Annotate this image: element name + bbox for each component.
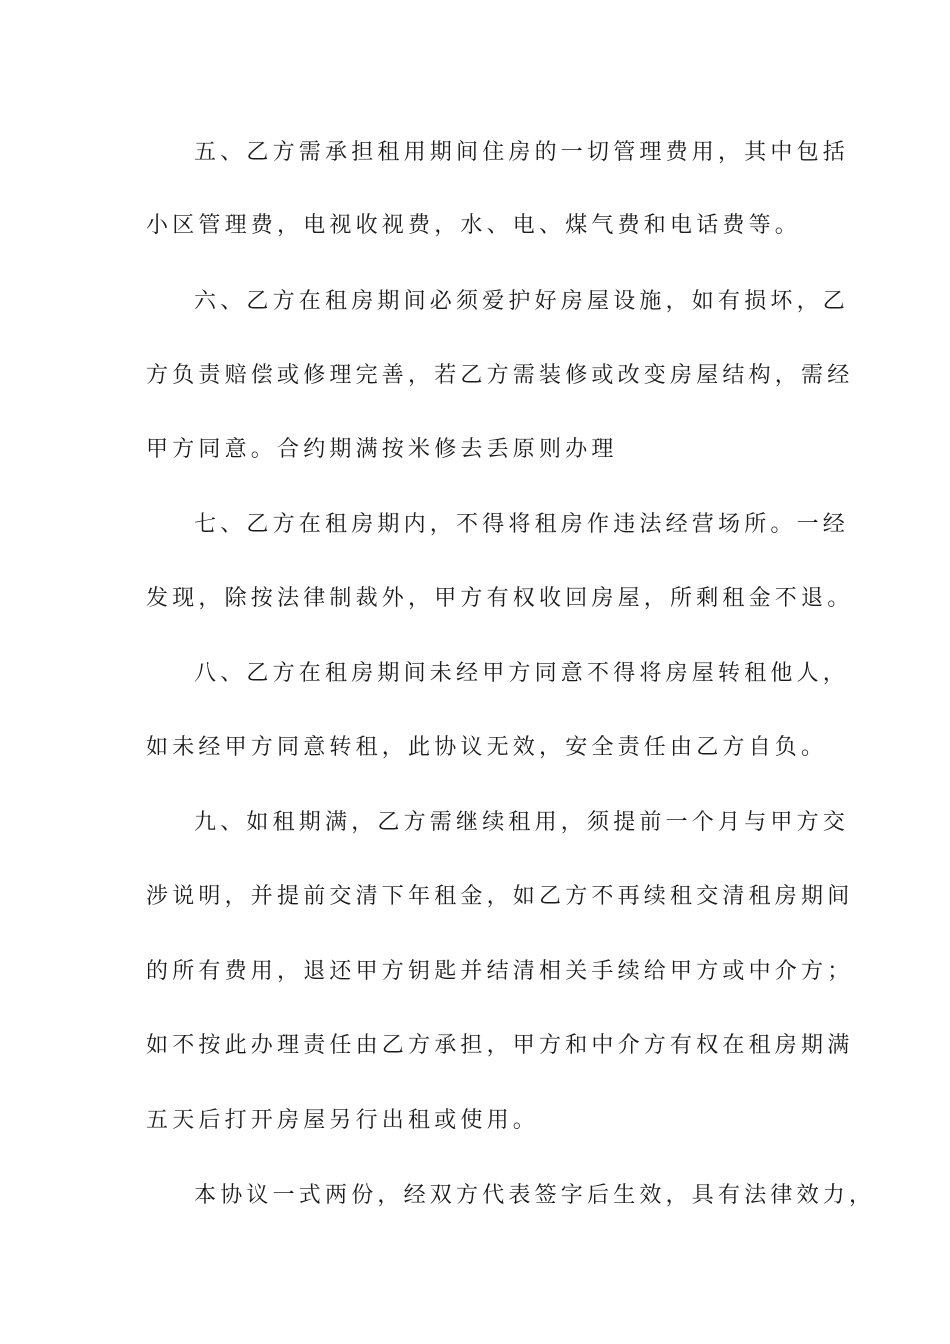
- clause-5-line-2: 小区管理费，电视收视费，水、电、煤气费和电话费等。: [146, 213, 802, 238]
- clause-9-line-5: 五天后打开房屋另行出租或使用。: [146, 1108, 540, 1133]
- clause-7-line-1: 七、乙方在租房期内，不得将租房作违法经营场所。一经: [194, 512, 850, 537]
- clause-6-line-1: 六、乙方在租房期间必须爱护好房屋设施，如有损坏，乙: [194, 289, 850, 314]
- closing-line-1: 本协议一式两份，经双方代表签字后生效，具有法律效力，: [194, 1183, 876, 1208]
- clause-6-line-2: 方负责赔偿或修理完善，若乙方需装修或改变房屋结构，需经: [146, 363, 854, 388]
- clause-9-line-3: 的所有费用，退还甲方钥匙并结清相关手续给甲方或中介方；: [146, 959, 854, 984]
- clause-5-line-1: 五、乙方需承担租用期间住房的一切管理费用，其中包括: [194, 140, 850, 165]
- clause-9-line-2: 涉说明，并提前交清下年租金，如乙方不再续租交清租房期间: [146, 884, 854, 909]
- clause-7-line-2: 发现，除按法律制裁外，甲方有权收回房屋，所剩租金不退。: [146, 586, 854, 611]
- clause-8-line-2: 如未经甲方同意转租，此协议无效，安全责任由乙方自负。: [146, 735, 828, 760]
- clause-8-line-1: 八、乙方在租房期间未经甲方同意不得将房屋转租他人，: [194, 661, 850, 686]
- clause-6-line-3: 甲方同意。合约期满按米修去丢原则办理: [146, 437, 618, 462]
- clause-9-line-1: 九、如租期满，乙方需继续租用，须提前一个月与甲方交: [194, 810, 850, 835]
- clause-9-line-4: 如不按此办理责任由乙方承担，甲方和中介方有权在租房期满: [146, 1033, 854, 1058]
